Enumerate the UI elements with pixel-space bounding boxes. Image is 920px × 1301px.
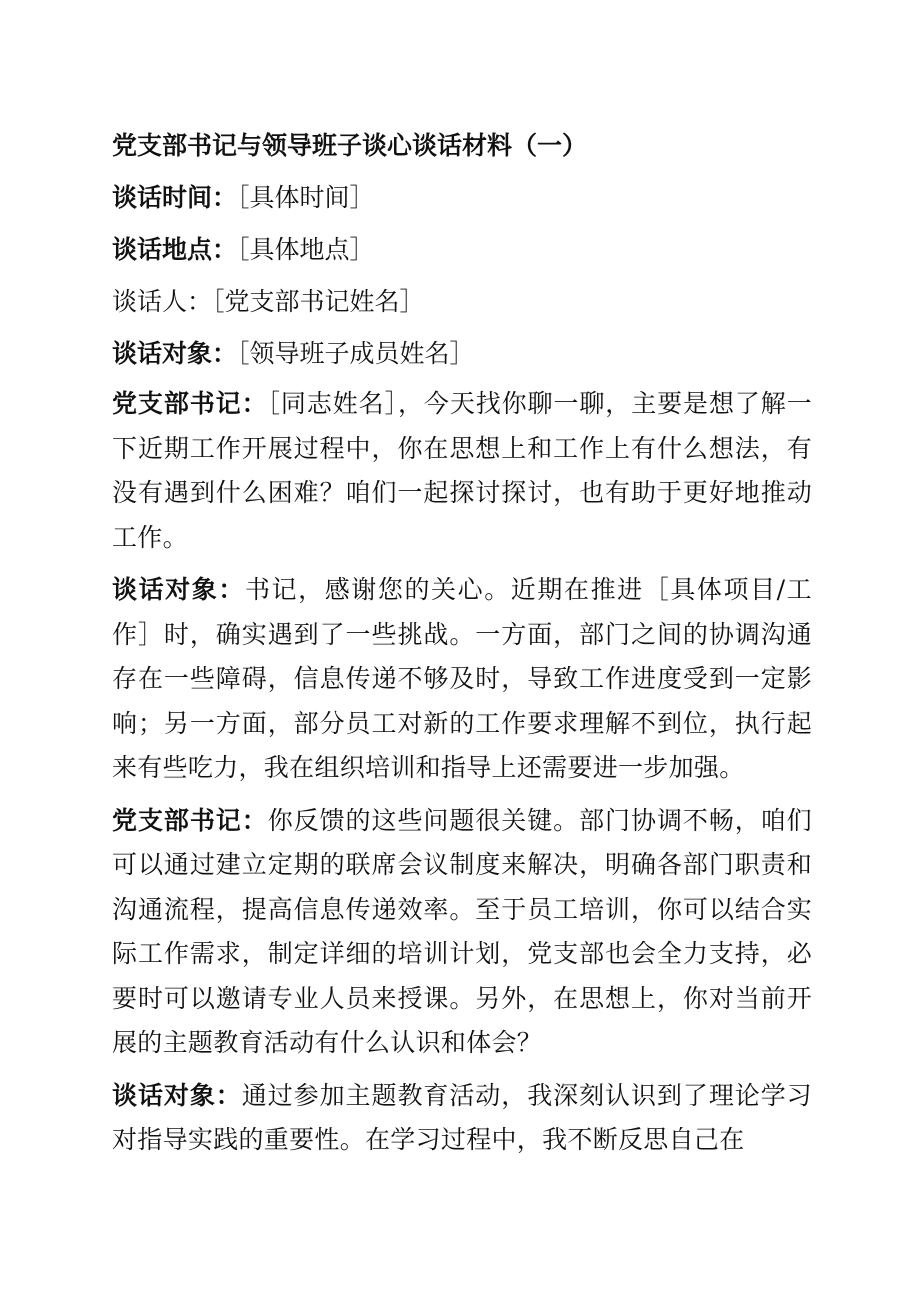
dialogue-paragraph-2 bbox=[112, 568, 812, 791]
speaker-label: 党支部书记： bbox=[112, 389, 268, 418]
meta-interviewee-label: 谈话对象： bbox=[112, 339, 238, 368]
meta-interviewee-value: ［领导班子成员姓名］ bbox=[237, 339, 475, 368]
meta-interviewer-label: 谈话人： bbox=[112, 287, 213, 316]
dialogue-paragraph-3 bbox=[112, 799, 812, 1066]
dialogue-text: ［同志姓名］，今天找你聊一聊，主要是想了解一下近期工作开展过程中，你在思想上和工作上有什么想法，有没有遇到什么困难？咱们一起探讨探讨，也有助于更好地推动工作。 bbox=[112, 389, 812, 552]
meta-location-value: ［具体地点］ bbox=[237, 235, 375, 264]
meta-location bbox=[112, 226, 812, 274]
meta-location-label: 谈话地点： bbox=[112, 235, 238, 264]
speaker-label: 党支部书记： bbox=[112, 805, 268, 835]
meta-time-value: ［具体时间］ bbox=[237, 183, 375, 212]
dialogue-text: 通过参加主题教育活动，我深刻认识到了理论学习对指导实践的重要性。在学习过程中，我不断反思自己在 bbox=[112, 1080, 812, 1154]
dialogue-paragraph-4 bbox=[112, 1074, 812, 1163]
document-title: 党支部书记与领导班子谈心谈话材料（一） bbox=[112, 131, 588, 160]
meta-interviewer-value: ［党支部书记姓名］ bbox=[212, 287, 425, 316]
speaker-label: 谈话对象： bbox=[112, 1080, 242, 1110]
meta-interviewer bbox=[112, 278, 812, 326]
dialogue-text: 你反馈的这些问题很关键。部门协调不畅，咱们可以通过建立定期的联席会议制度来解决，明确各部门职责和沟通流程，提高信息传递效率。至于员工培训，你可以结合实际工作需求，制定详细的培训计划，党支部也会全力支持，必要时可以邀请专业人员来授课。另外，在思想上，你对当前开展的主题教育活动有什么认识和体会？ bbox=[112, 805, 812, 1057]
dialogue-text: 书记，感谢您的关心。近期在推进［具体项目/工作］时，确实遇到了一些挑战。一方面，部门之间的协调沟通存在一些障碍，信息传递不够及时，导致工作进度受到一定影响；另一方面，部分员工对新的工作要求理解不到位，执行起来有些吃力，我在组织培训和指导上还需要进一步加强。 bbox=[112, 575, 812, 782]
meta-time bbox=[112, 174, 812, 222]
document-body bbox=[112, 122, 812, 1171]
dialogue-paragraph-1 bbox=[112, 382, 812, 560]
meta-interviewee bbox=[112, 330, 812, 378]
meta-time-label: 谈话时间： bbox=[112, 183, 238, 212]
speaker-label: 谈话对象： bbox=[112, 575, 245, 604]
